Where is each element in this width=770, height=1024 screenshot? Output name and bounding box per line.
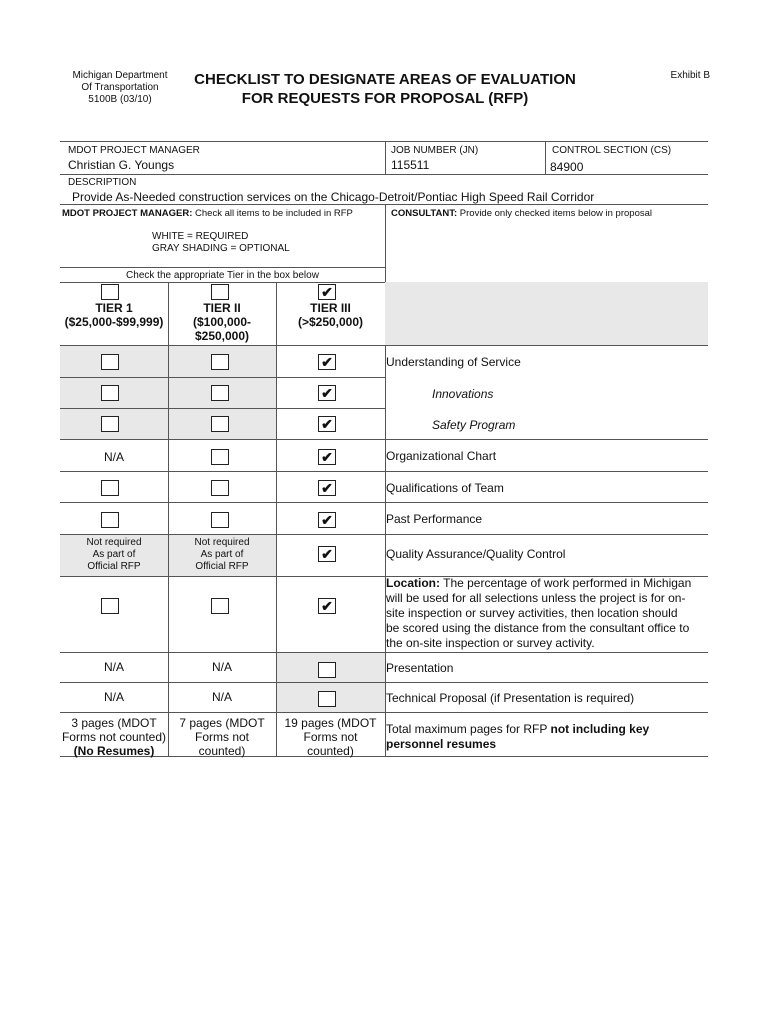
- pages-t2-line-3: counted): [198, 744, 246, 758]
- form-number: 5100B (03/10): [88, 94, 152, 105]
- tier-3-range: (>$250,000): [297, 315, 364, 329]
- item-qualifications: Qualifications of Team: [386, 481, 504, 495]
- item-qaqc: Quality Assurance/Quality Control: [386, 547, 566, 561]
- qaqc-tier-3-check: ✔: [321, 546, 333, 562]
- item-max-pages: [386, 722, 708, 752]
- past-performance-tier-3-checkbox[interactable]: [318, 512, 336, 528]
- pages-tier-3: [276, 716, 385, 758]
- tier-1-name: TIER 1: [95, 301, 133, 315]
- understanding-tier-2-checkbox[interactable]: [211, 354, 229, 370]
- pages-t1-line-3: (No Resumes): [73, 744, 155, 758]
- item-location: [386, 576, 708, 651]
- dept-line-2: Of Transportation: [81, 82, 159, 93]
- tier-2-name: TIER II: [203, 301, 241, 315]
- safety-tier-3-check: ✔: [321, 416, 333, 432]
- location-tier-2-checkbox[interactable]: [211, 598, 229, 614]
- pages-t3-line-1: 19 pages (MDOT: [284, 716, 377, 730]
- max-pages-text: Total maximum pages for RFP: [386, 722, 551, 736]
- tier-3-check: ✔: [321, 284, 333, 300]
- pages-t3-line-2: Forms not: [303, 730, 358, 744]
- presentation-tier-1-na: N/A: [103, 660, 124, 674]
- safety-tier-2-checkbox[interactable]: [211, 416, 229, 432]
- consultant-instruction-text: Provide only checked items below in proposal: [459, 208, 652, 219]
- qaqc-t1-line-1: Not required: [86, 537, 142, 548]
- org-chart-tier-3-checkbox[interactable]: [318, 449, 336, 465]
- tier-2-checkbox[interactable]: [211, 284, 229, 300]
- item-technical: Technical Proposal (if Presentation is required): [386, 691, 635, 705]
- understanding-tier-1-checkbox[interactable]: [101, 354, 119, 370]
- technical-tier-2-na: N/A: [211, 690, 232, 704]
- safety-tier-3-checkbox[interactable]: [318, 416, 336, 432]
- tier-2-range: ($100,000-: [192, 315, 252, 329]
- org-chart-tier-2-checkbox[interactable]: [211, 449, 229, 465]
- past-performance-tier-3-check: ✔: [321, 512, 333, 528]
- department-block: [60, 70, 180, 106]
- control-section-value: 84900: [550, 160, 584, 174]
- manager-instruction: [62, 208, 353, 219]
- tier-1-heading: [60, 301, 168, 329]
- job-number-label: JOB NUMBER (JN): [391, 145, 479, 156]
- pages-t1-line-2: Forms not counted): [61, 730, 167, 744]
- page-title: [180, 70, 590, 108]
- location-line-3: site inspection or survey activities, then location should: [386, 606, 678, 620]
- manager-instruction-bold: MDOT PROJECT MANAGER:: [62, 208, 193, 219]
- max-pages-bold-2: personnel resumes: [386, 737, 497, 751]
- location-tier-3-check: ✔: [321, 598, 333, 614]
- qaqc-tier-3-checkbox[interactable]: [318, 546, 336, 562]
- title-line-2: FOR REQUESTS FOR PROPOSAL (RFP): [241, 90, 529, 107]
- past-performance-tier-2-checkbox[interactable]: [211, 512, 229, 528]
- qualifications-tier-2-checkbox[interactable]: [211, 480, 229, 496]
- innovations-tier-1-checkbox[interactable]: [101, 385, 119, 401]
- tier-1-checkbox[interactable]: [101, 284, 119, 300]
- item-past-performance: Past Performance: [386, 512, 483, 526]
- location-tier-1-checkbox[interactable]: [101, 598, 119, 614]
- item-presentation: Presentation: [386, 661, 454, 675]
- innovations-tier-3-checkbox[interactable]: [318, 385, 336, 401]
- description-value: Provide As-Needed construction services on the Chicago-Detroit/Pontiac High Speed Rail Corridor: [72, 190, 595, 204]
- qaqc-t2-line-2: As part of: [200, 549, 244, 560]
- location-tier-3-checkbox[interactable]: [318, 598, 336, 614]
- technical-tier-3-checkbox[interactable]: [318, 691, 336, 707]
- consultant-instruction-bold: CONSULTANT:: [391, 208, 458, 219]
- title-line-1: CHECKLIST TO DESIGNATE AREAS OF EVALUATION: [194, 71, 576, 88]
- qaqc-tier-1-note: [60, 537, 168, 573]
- description-label: DESCRIPTION: [68, 177, 137, 188]
- white-note: WHITE = REQUIRED: [152, 231, 249, 242]
- pages-t1-line-1: 3 pages (MDOT: [71, 716, 157, 730]
- presentation-tier-2-na: N/A: [211, 660, 232, 674]
- tier-2-range-2: $250,000): [194, 329, 250, 343]
- qaqc-t2-line-1: Not required: [194, 537, 250, 548]
- exhibit-label: Exhibit B: [670, 70, 710, 81]
- innovations-tier-3-check: ✔: [321, 385, 333, 401]
- pages-t2-line-1: 7 pages (MDOT: [179, 716, 265, 730]
- item-safety: Safety Program: [432, 418, 516, 432]
- location-bold: Location:: [386, 576, 440, 590]
- item-innovations: Innovations: [432, 387, 494, 401]
- manager-value: Christian G. Youngs: [68, 158, 175, 172]
- gray-note: GRAY SHADING = OPTIONAL: [152, 243, 290, 254]
- org-chart-tier-1-na: N/A: [103, 450, 124, 464]
- tier-2-heading: [168, 301, 276, 343]
- dept-line-1: Michigan Department: [72, 70, 168, 81]
- qualifications-tier-1-checkbox[interactable]: [101, 480, 119, 496]
- qaqc-t1-line-3: Official RFP: [87, 561, 141, 572]
- qualifications-tier-3-check: ✔: [321, 480, 333, 496]
- item-understanding: Understanding of Service: [386, 355, 521, 369]
- manager-label: MDOT PROJECT MANAGER: [68, 145, 200, 156]
- tier-3-heading: [276, 301, 385, 329]
- pages-t3-line-3: counted): [307, 744, 354, 758]
- innovations-tier-2-checkbox[interactable]: [211, 385, 229, 401]
- pages-tier-2: [168, 716, 276, 758]
- safety-tier-1-checkbox[interactable]: [101, 416, 119, 432]
- technical-tier-1-na: N/A: [103, 690, 124, 704]
- org-chart-tier-3-check: ✔: [321, 449, 333, 465]
- pages-t2-line-2: Forms not: [194, 730, 249, 744]
- tier-1-range: ($25,000-$99,999): [64, 315, 164, 329]
- tier-prompt: Check the appropriate Tier in the box below: [126, 270, 319, 281]
- qaqc-t1-line-2: As part of: [92, 549, 136, 560]
- understanding-tier-3-check: ✔: [321, 354, 333, 370]
- location-line-4: be scored using the distance from the consultant office to: [386, 621, 690, 635]
- past-performance-tier-1-checkbox[interactable]: [101, 512, 119, 528]
- qualifications-tier-3-checkbox[interactable]: [318, 480, 336, 496]
- tier-3-name: TIER III: [310, 301, 351, 315]
- control-section-label: CONTROL SECTION (CS): [552, 145, 672, 156]
- qaqc-tier-2-note: [168, 537, 276, 573]
- job-number-value: 115511: [391, 158, 430, 172]
- max-pages-bold-1: not including key: [550, 722, 650, 736]
- item-org-chart: Organizational Chart: [386, 449, 497, 463]
- location-line-2: will be used for all selections unless the project is for on-: [386, 591, 686, 605]
- location-line-5: the on-site inspection or survey activity.: [386, 636, 595, 650]
- consultant-instruction: [391, 208, 652, 219]
- qaqc-t2-line-3: Official RFP: [195, 561, 249, 572]
- understanding-tier-3-checkbox[interactable]: [318, 354, 336, 370]
- location-line-1: The percentage of work performed in Michigan: [443, 576, 692, 590]
- pages-tier-1: [60, 716, 168, 758]
- manager-instruction-text: Check all items to be included in RFP: [195, 208, 353, 219]
- presentation-tier-3-checkbox[interactable]: [318, 662, 336, 678]
- tier-3-checkbox[interactable]: [318, 284, 336, 300]
